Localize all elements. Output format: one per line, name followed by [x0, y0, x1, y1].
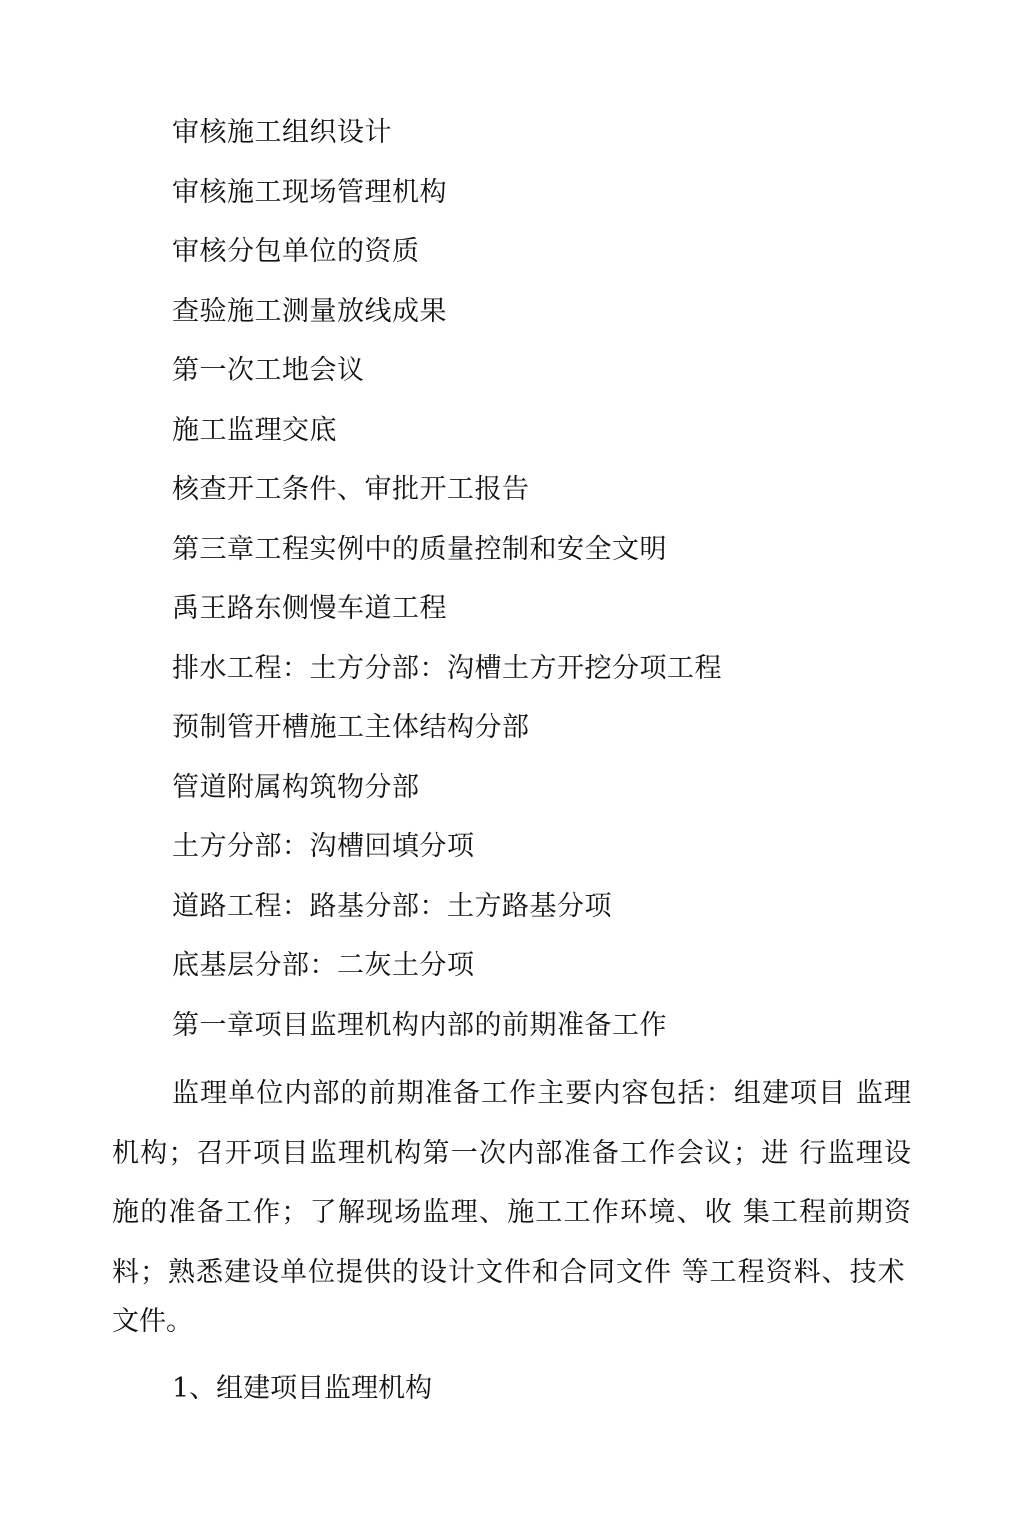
list-item: 审核施工现场管理机构 [172, 177, 447, 208]
chapter-heading: 第三章工程实例中的质量控制和安全文明 [172, 534, 667, 565]
list-item: 预制管开槽施工主体结构分部 [172, 712, 530, 743]
section-heading: 1、组建项目监理机构 [172, 1373, 433, 1404]
body-paragraph: 监理单位内部的前期准备工作主要内容包括：组建项目 监理机构；召开项目监理机构第一次内部准备工作会议；进 行监理设施的准备工作；了解现场监理、施工工作环境、收 集工程前期资料；熟悉建设单位提供的设计文件和合同文件 等工程资料、技术 [112, 1078, 912, 1288]
list-item: 施工监理交底 [172, 415, 337, 446]
list-item: 核查开工条件、审批开工报告 [172, 474, 530, 505]
list-item: 第一次工地会议 [172, 355, 365, 386]
list-item: 禹王路东侧慢车道工程 [172, 593, 447, 624]
list-item: 排水工程：土方分部：沟槽土方开挖分项工程 [172, 653, 722, 684]
list-item: 审核施工组织设计 [172, 117, 392, 148]
list-item: 底基层分部：二灰土分项 [172, 950, 475, 981]
list-item: 审核分包单位的资质 [172, 236, 420, 267]
chapter-heading: 第一章项目监理机构内部的前期准备工作 [172, 1010, 667, 1041]
list-item: 查验施工测量放线成果 [172, 296, 447, 327]
body-paragraph-end: 文件。 [112, 1306, 193, 1337]
list-item: 管道附属构筑物分部 [172, 772, 420, 803]
list-item: 土方分部：沟槽回填分项 [172, 831, 475, 862]
list-item: 道路工程：路基分部：土方路基分项 [172, 891, 612, 922]
